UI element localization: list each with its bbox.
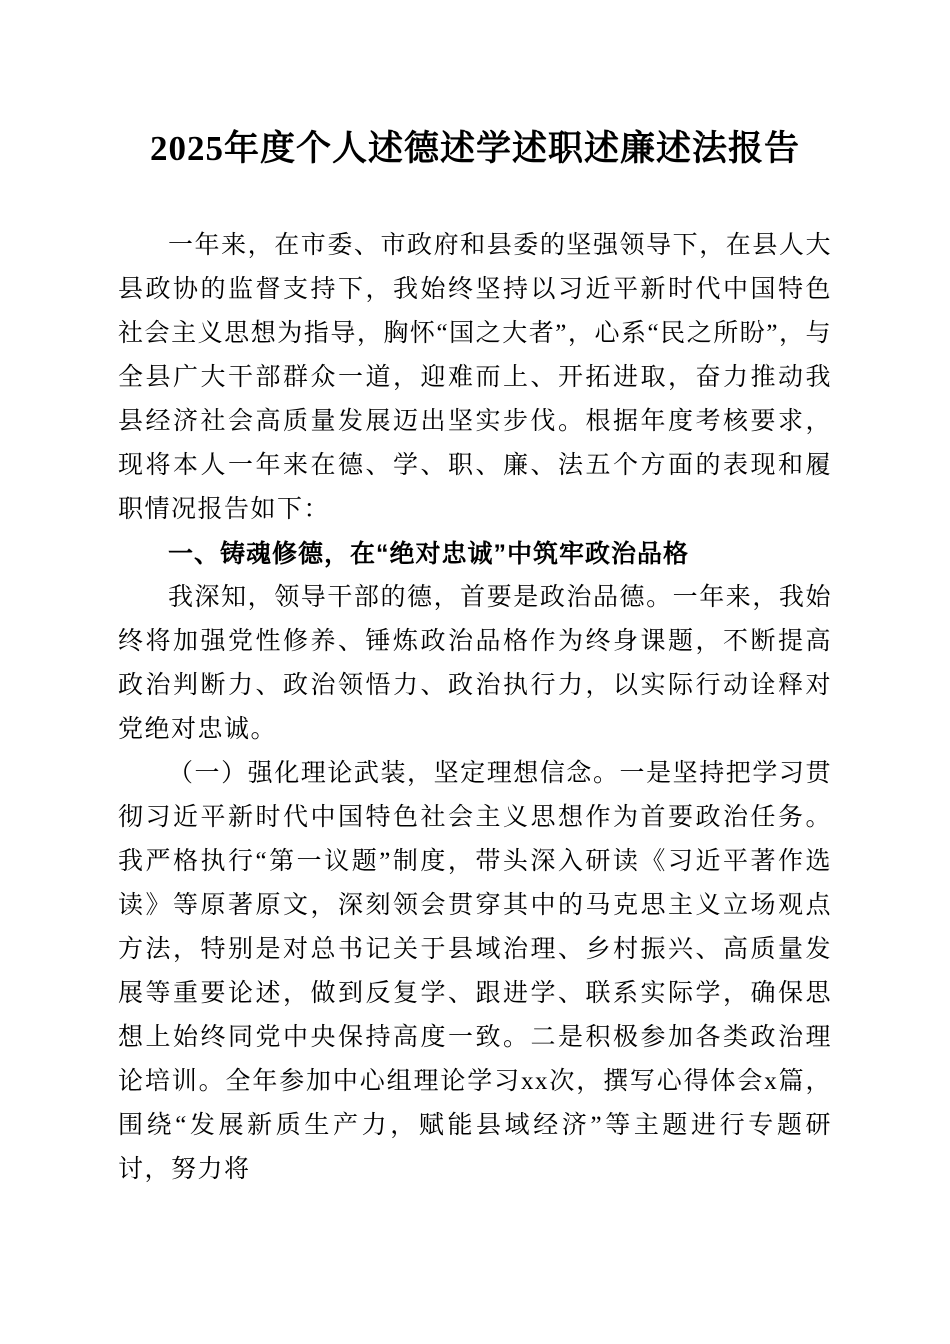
paragraph-intro: 一年来，在市委、市政府和县委的坚强领导下，在县人大县政协的监督支持下，我始终坚持以习近平新时代中国特色社会主义思想为指导，胸怀“国之大者”，心系“民之所盼”，与全县广大干部群众一道，迎难而上、开拓进取，奋力推动我县经济社会高质量发展迈出坚实步伐。根据年度考核要求，现将本人一年来在德、学、职、廉、法五个方面的表现和履职情况报告如下： xyxy=(118,231,832,523)
paragraph-section-1-item-1: （一）强化理论武装，坚定理想信念。一是坚持把学习贯彻习近平新时代中国特色社会主义思想作为首要政治任务。我严格执行“第一议题”制度，带头深入研读《习近平著作选读》等原著原文，深刻领会贯穿其中的马克思主义立场观点方法，特别是对总书记关于县域治理、乡村振兴、高质量发展等重要论述，做到反复学、跟进学、联系实际学，确保思想上始终同党中央保持高度一致。二是积极参加各类政治理论培训。全年参加中心组理论学习xx次，撰写心得体会x篇，围绕“发展新质生产力，赋能县域经济”等主题进行专题研讨，努力将 xyxy=(118,759,832,1183)
document-title: 2025年度个人述德述学述职述廉述法报告 xyxy=(149,129,800,168)
section-heading-1: 一、铸魂修德，在“绝对忠诚”中筑牢政治品格 xyxy=(168,539,690,568)
paragraph-section-1-lead: 我深知，领导干部的德，首要是政治品德。一年来，我始终将加强党性修养、锤炼政治品格作为终身课题，不断提高政治判断力、政治领悟力、政治执行力，以实际行动诠释对党绝对忠诚。 xyxy=(118,583,832,743)
